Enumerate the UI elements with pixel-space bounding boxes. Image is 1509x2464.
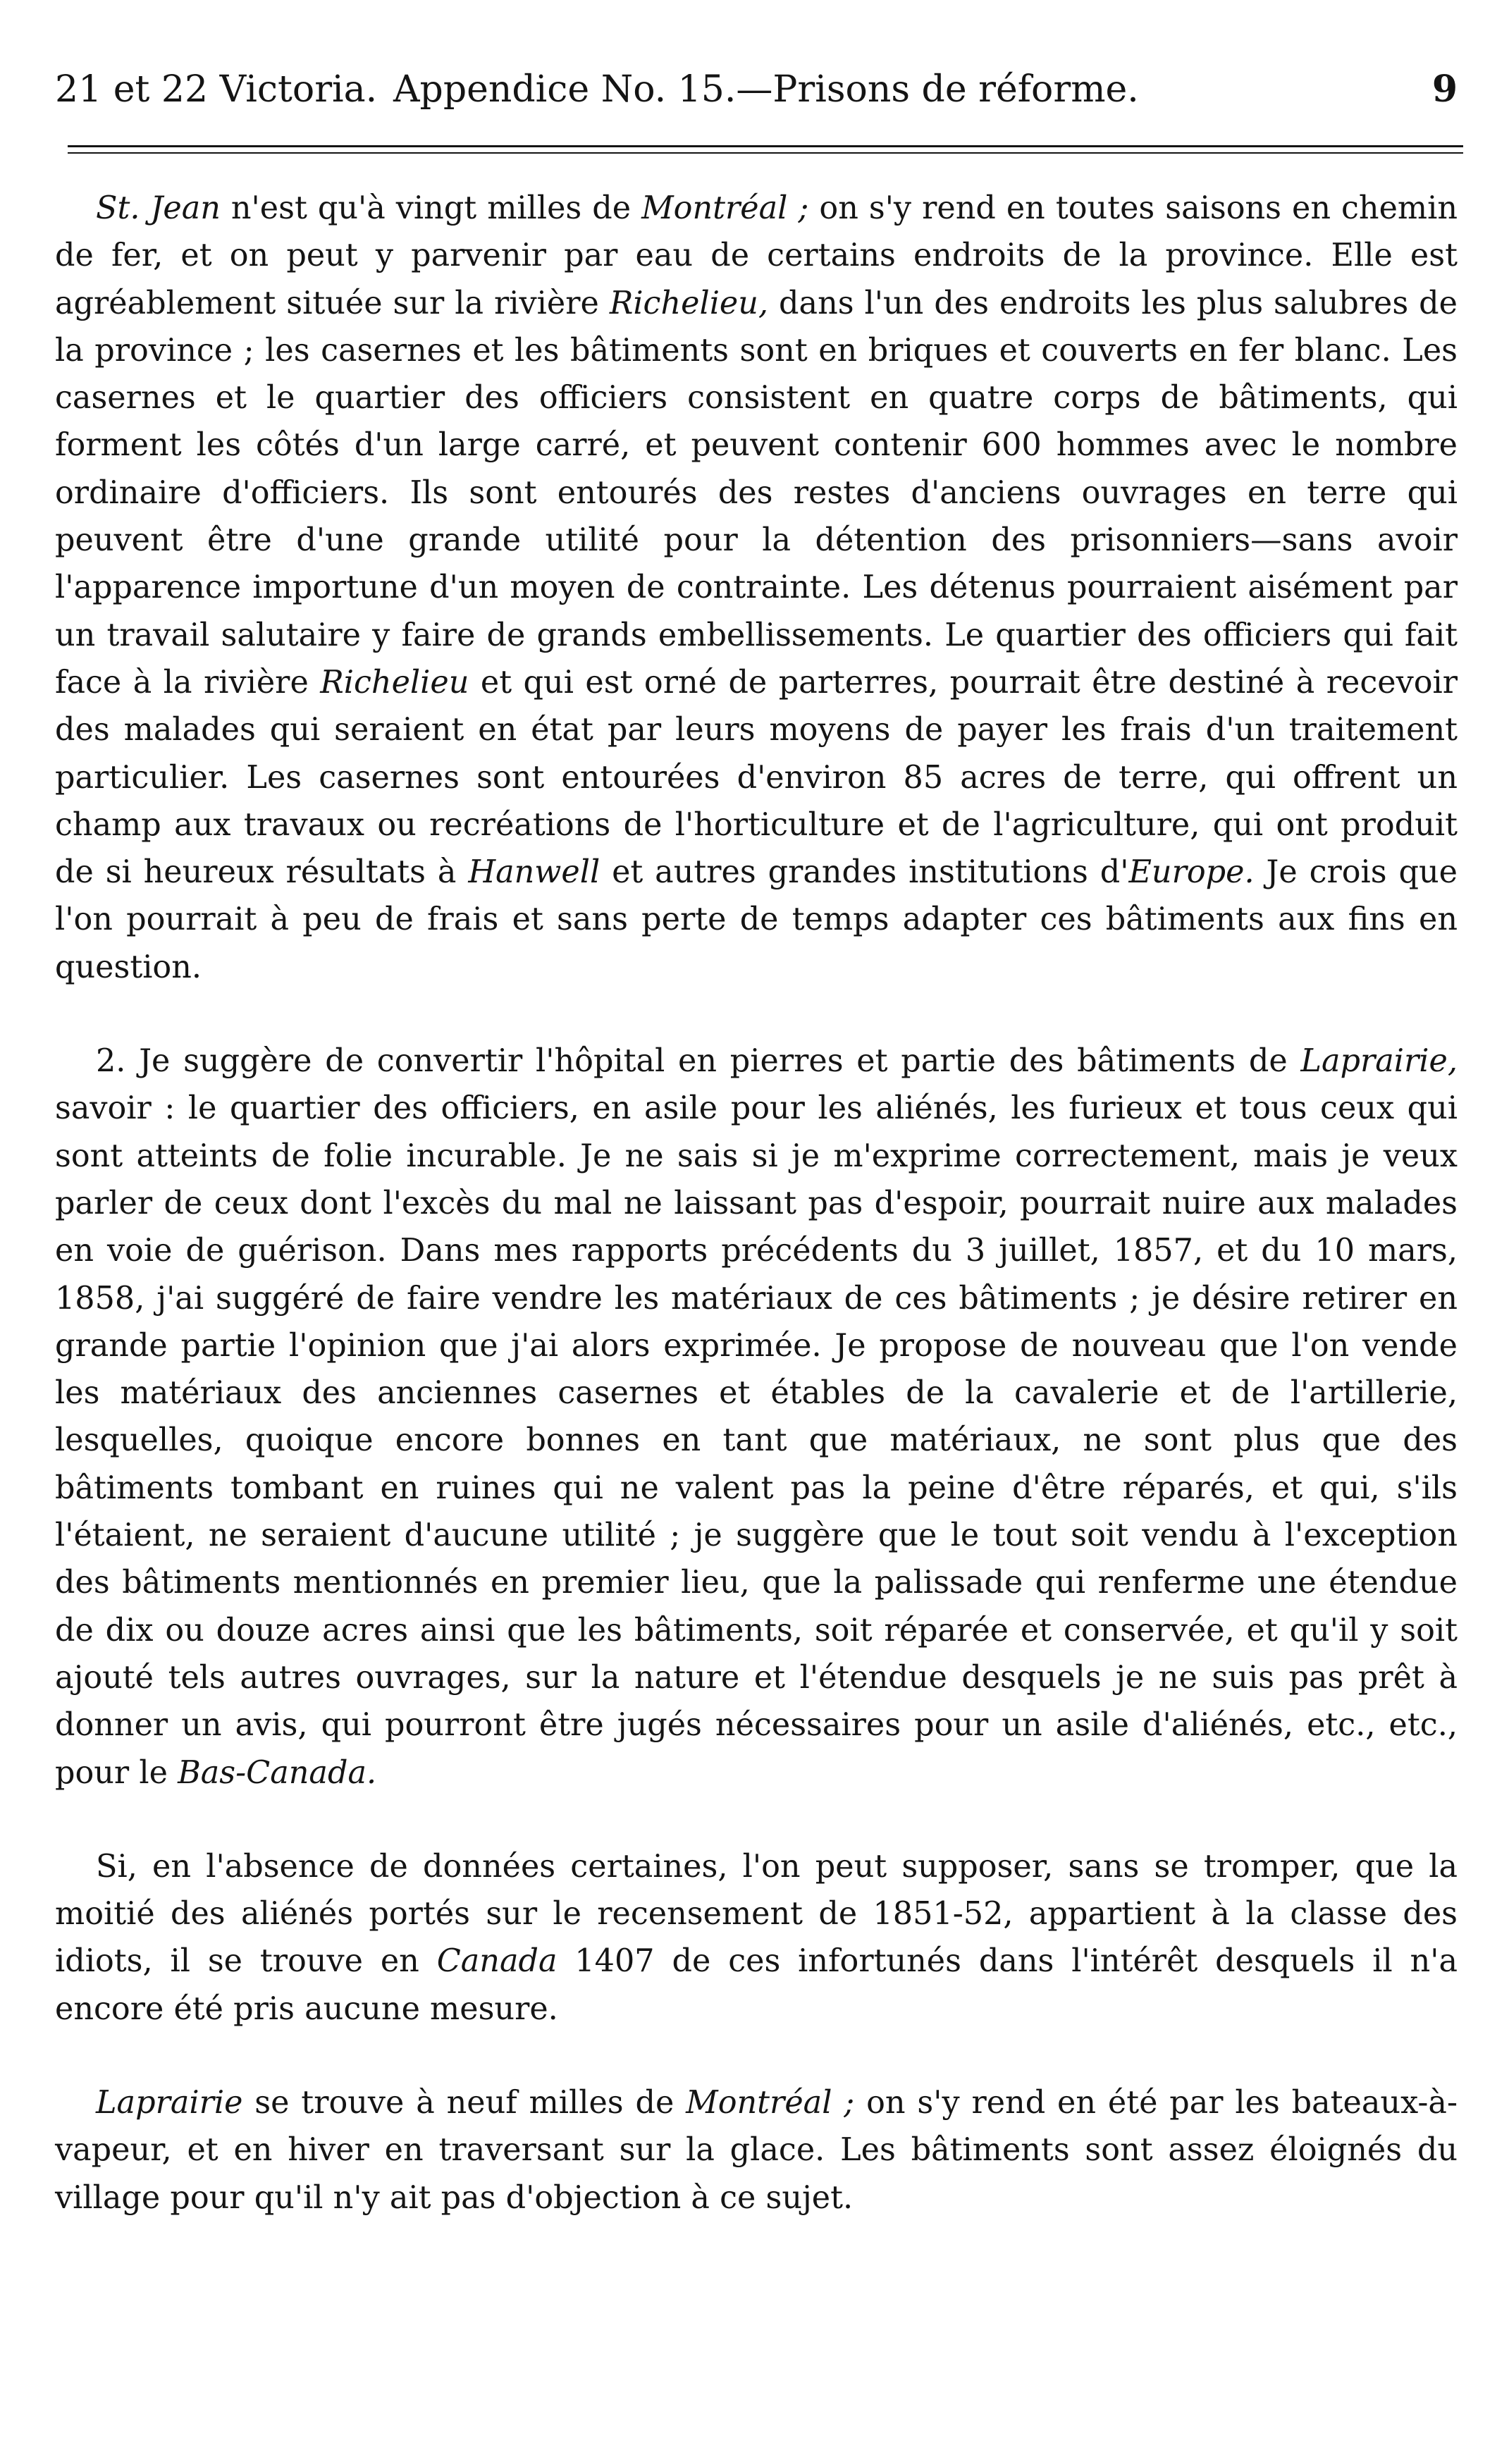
italic-run: Canada	[436, 1943, 558, 1980]
text-run: on s'y rend en été par les bateaux-à-vapeur, et en hiver en traversant sur la glace. Les bâtiments sont assez éloignés du village pour qu'il n'y ait pas d'objection à ce sujet.	[55, 2084, 1458, 2216]
italic-run: Richelieu	[320, 664, 469, 701]
text-run: savoir : le quartier des officiers, en asile pour les aliénés, les furieux et tous ceux qui sont atteints de folie incurable. Je ne sais si je m'exprime correctement, mais je veux parler de ceux dont l'excès du mal ne laissant pas d'espoir, pourrait nuire aux malades en voie de guérison. Dans mes rapports précédents du 3 juillet, 1857, et du 10 mars, 1858, j'ai suggéré de faire vendre les matériaux de ces bâtiments ; je désire retirer en grande partie l'opinion que j'ai alors exprimée. Je propose de nouveau que l'on vende les matériaux des anciennes casernes et étables de la cavalerie et de l'artillerie, lesquelles, quoique encore bonnes en tant que matériaux, ne sont plus que des bâtiments tombant en ruines qui ne valent pas la peine d'être réparés, et qui, s'ils l'étaient, ne seraient d'aucune utilité ; je suggère que le tout soit vendu à l'exception des bâtiments mentionnés en premier lieu, que la palissade qui renferme une étendue de dix ou douze acres ainsi que les bâtiments, soit réparée et conservée, et qu'il y soit ajouté tels autres ouvrages, sur la nature et l'étendue desquels je ne suis pas prêt à donner un avis, qui pourront être jugés nécessaires pour un asile d'aliénés, etc., etc., pour le	[55, 1090, 1458, 1791]
paragraph-st-jean	[55, 185, 1458, 991]
italic-run: Laprairie,	[1300, 1043, 1458, 1080]
paragraph-laprairie-access	[55, 2079, 1458, 2222]
header-session: 21 et 22 Victoria.	[55, 68, 378, 111]
text-run: et qui est orné de parterres, pourrait être destiné à recevoir des malades qui seraient en état par leurs moyens de payer les frais d'un traitement particulier. Les casernes sont entourées d'environ 85 acres de terre, qui offrent un champ aux travaux ou recréations de l'horticulture et de l'agriculture, qui ont produit de si heureux résultats à	[55, 664, 1458, 891]
text-run: Si, en l'absence de données certaines, l'on peut supposer, sans se tromper, que la moitié des aliénés portés sur le recensement de 1851-52, appartient à la classe des idiots, il se trouve en	[55, 1848, 1458, 1980]
italic-run: St. Jean	[96, 190, 221, 226]
italic-run: Montréal ;	[686, 2084, 855, 2121]
text-run: et autres grandes institutions d'	[600, 854, 1129, 891]
paragraph-idiots-census	[55, 1843, 1458, 2033]
text-run: se trouve à neuf milles de	[242, 2084, 686, 2121]
text-run: dans l'un des endroits les plus salubres de la province ; les casernes et les bâtiments sont en briques et couverts en fer blanc. Les casernes et le quartier des officiers consistent en quatre corps de bâtiments, qui forment les côtés d'un large carré, et peuvent contenir 600 hommes avec le nombre ordinaire d'officiers. Ils sont entourés des restes d'anciens ouvrages en terre qui peuvent être d'une grande utilité pour la détention des prisonniers—sans avoir l'apparence importune d'un moyen de contrainte. Les détenus pourraient aisément par un travail salutaire y faire de grands embellissements. Le quartier des officiers qui fait face à la rivière	[55, 285, 1458, 701]
header-rule-double	[68, 152, 1463, 154]
running-header	[55, 65, 1458, 114]
page-number: 9	[1431, 68, 1458, 111]
header-title: Appendice No. 15.—Prisons de réforme.	[393, 68, 1139, 111]
italic-run: Europe.	[1128, 854, 1255, 891]
text-run: 1407 de ces infortunés dans l'intérêt desquels il n'a encore été pris aucune mesure.	[55, 1943, 1458, 2027]
italic-run: Bas-Canada.	[178, 1754, 377, 1791]
italic-run: Laprairie	[96, 2084, 243, 2121]
text-run: on s'y rend en toutes saisons en chemin de fer, et on peut y parvenir par eau de certains endroits de la province. Elle est agréablement située sur la rivière	[55, 190, 1458, 321]
italic-run: Montréal ;	[641, 190, 809, 226]
header-rule	[68, 145, 1463, 147]
text-run: Je crois que l'on pourrait à peu de frais et sans perte de temps adapter ces bâtiments aux fins en question.	[55, 854, 1458, 985]
italic-run: Richelieu,	[609, 285, 769, 321]
paragraph-laprairie-asylum	[55, 1037, 1458, 1797]
text-run: 2. Je suggère de convertir l'hôpital en pierres et partie des bâtiments de	[96, 1043, 1301, 1080]
italic-run: Hanwell	[468, 854, 600, 891]
body-text	[55, 185, 1458, 2222]
text-run: n'est qu'à vingt milles de	[220, 190, 642, 226]
